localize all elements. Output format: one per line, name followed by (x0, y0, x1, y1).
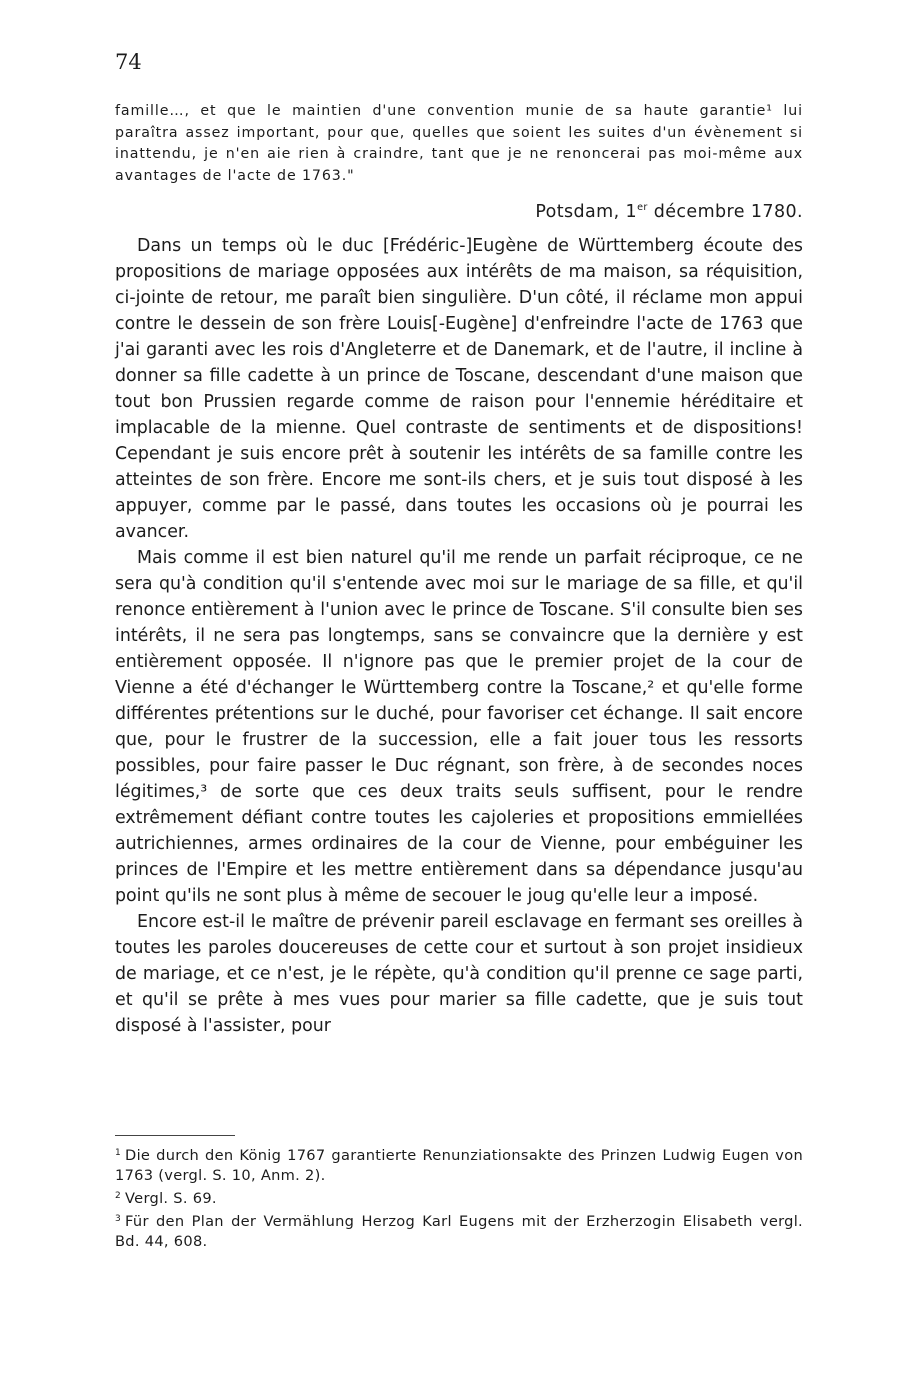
quoted-passage (115, 101, 803, 187)
dateline-superscript: er (637, 202, 648, 214)
dateline-place: Potsdam, 1 (535, 202, 638, 222)
footnote-divider (115, 1135, 235, 1136)
letter-body (115, 233, 803, 1039)
footnote-mark: 1 (115, 1148, 122, 1158)
footnote-mark: 3 (115, 1214, 122, 1224)
page-number: 74 (115, 50, 142, 74)
footnote-text: Vergl. S. 69. (125, 1190, 217, 1207)
letter-paragraph: Mais comme il est bien naturel qu'il me rende un parfait réciproque, ce ne sera qu'à condition qu'il s'entende avec moi sur le mariage de sa fille, et qu'il renonce entièrement à l'union avec le prince de Toscane. S'il consulte bien ses intérêts, il ne sera pas longtemps, sans se convaincre que la dernière y est entièrement opposée. Il n'ignore pas que le premier projet de la cour de Vienne a été d'échanger le Württemberg contre la Toscane,² et qu'elle forme différentes prétentions sur le duché, pour favoriser cet échange. Il sait encore que, pour le frustrer de la succession, elle a fait jouer tous les ressorts possibles, pour faire passer le Duc régnant, son frère, à de secondes noces légitimes,³ de sorte que ces deux traits seuls suffisent, pour le rendre extrêmement défiant contre toutes les cajoleries et propositions emmiellées autrichiennes, armes ordinaires de la cour de Vienne, pour embéguiner les princes de l'Empire et les mettre entièrement dans sa dépendance jusqu'au point qu'ils ne sont plus à même de secouer le joug qu'elle leur a imposé. (115, 548, 803, 906)
footnote (115, 1209, 803, 1252)
footnotes (115, 1143, 803, 1252)
footnote-text: Für den Plan der Vermählung Herzog Karl Eugens mit der Erzherzogin Elisabeth vergl. Bd. 44, 608. (115, 1213, 803, 1250)
dateline-date: décembre 1780. (647, 202, 803, 222)
footnote (115, 1143, 803, 1186)
dateline (535, 202, 803, 222)
footnote-text: Die durch den König 1767 garantierte Renunziationsakte des Prinzen Ludwig Eugen von 1763 (vergl. S. 10, Anm. 2). (115, 1147, 803, 1184)
letter-paragraph: Encore est-il le maître de prévenir pareil esclavage en fermant ses oreilles à toutes les paroles doucereuses de cette cour et surtout à son projet insidieux de mariage, et ce n'est, je le répète, qu'à condition qu'il prenne ce sage parti, et qu'il se prête à mes vues pour marier sa fille cadette, que je suis tout disposé à l'assister, pour (115, 912, 803, 1036)
letter-paragraph: Dans un temps où le duc [Frédéric-]Eugène de Württemberg écoute des propositions de mariage opposées aux intérêts de ma maison, sa réquisition, ci-jointe de retour, me paraît bien singulière. D'un côté, il réclame mon appui contre le dessein de son frère Louis[-Eugène] d'enfreindre l'acte de 1763 que j'ai garanti avec les rois d'Angleterre et de Danemark, et de l'autre, il incline à donner sa fille cadette à un prince de Toscane, descendant d'une maison que tout bon Prussien regarde comme de raison pour l'ennemie héréditaire et implacable de la mienne. Quel contraste de sentiments et de dispositions! Cependant je suis encore prêt à soutenir les intérêts de sa famille contre les atteintes de son frère. Encore me sont-ils chers, et je suis tout disposé à les appuyer, comme par le passé, dans toutes les occasions où je pourrai les avancer. (115, 236, 803, 542)
footnote (115, 1186, 803, 1209)
footnote-mark: 2 (115, 1191, 122, 1201)
quote-text: famille…, et que le maintien d'une convention munie de sa haute garantie¹ lui paraîtra assez important, pour que, quelles que soient les suites d'un évènement si inattendu, je n'en aie rien à craindre, tant que je ne renoncerai pas moi-même aux avantages de l'acte de 1763." (115, 103, 803, 184)
